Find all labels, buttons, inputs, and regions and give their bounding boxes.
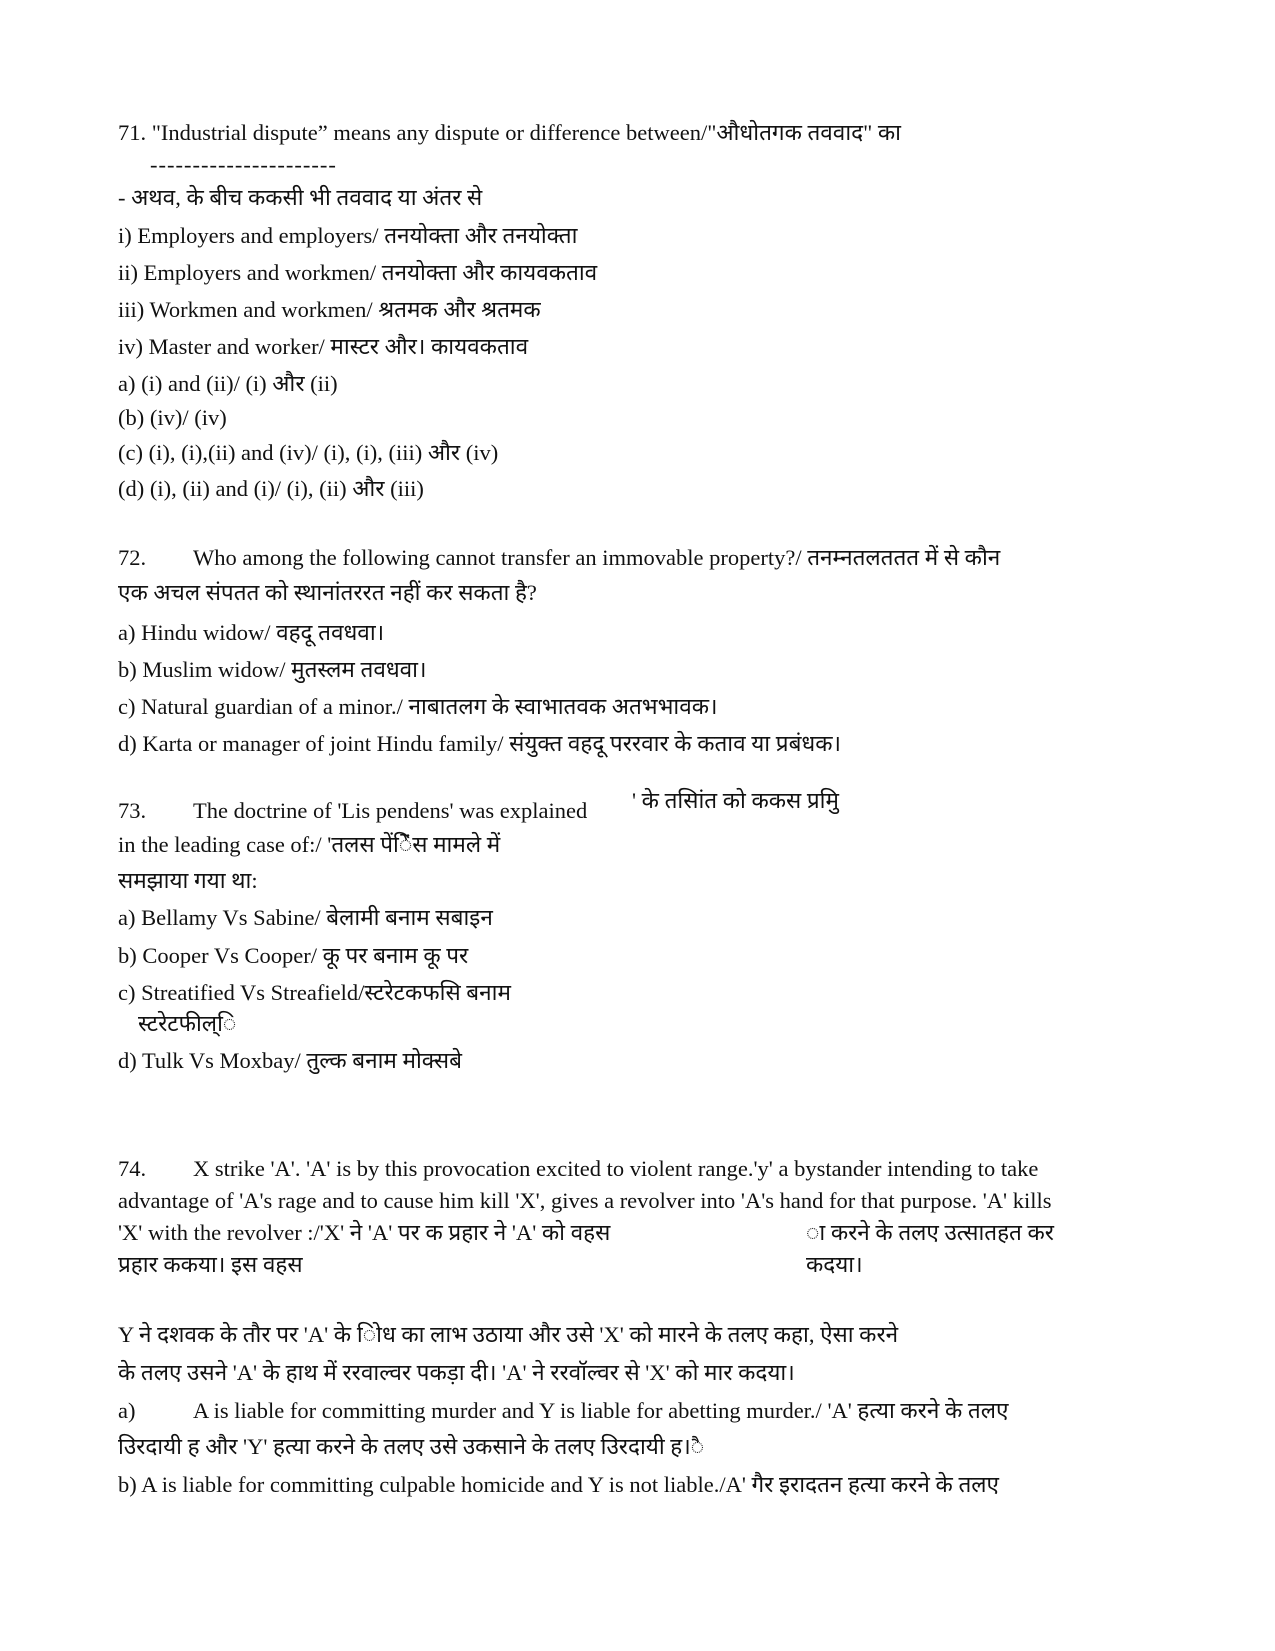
q73-option-d: d) Tulk Vs Moxbay/ तुल्क बनाम मोक्सबे [118, 1048, 462, 1073]
q73-option-c: c) Streatified Vs Streafield/स्टरेटकफसि बनाम [118, 980, 511, 1005]
q74-stem-4: प्रहार ककया। इस वहस [118, 1252, 303, 1277]
q74-option-a-label: a) [118, 1398, 136, 1423]
q71-stem: 71. "Industrial dispute” means any dispute or difference between/"औधोतगक तववाद" का [118, 120, 902, 145]
q74-option-b: b) A is liable for committing culpable homicide and Y is not liable./A' गैर इरादतन हत्या करने के तलए [118, 1472, 999, 1497]
q74-stem-3: 'X' with the revolver :/'X' ने 'A' पर क प्रहार ने 'A' को वहस [118, 1220, 611, 1245]
q71-stem-hindi: - अथव, के बीच ककसी भी तववाद या अंतर से [118, 185, 483, 210]
q72-option-a: a) Hindu widow/ वहदू तवधवा। [118, 620, 385, 645]
q74-option-a: A is liable for committing murder and Y is liable for abetting murder./ 'A' हत्या करने के तलए [193, 1398, 1009, 1423]
q74-hindi-1: Y ने दशवक के तौर पर 'A' के िोध का लाभ उठाया और उसे 'X' को मारने के तलए कहा, ऐसा करने [118, 1322, 899, 1347]
q72-option-c: c) Natural guardian of a minor./ नाबातलग के स्वाभातवक अतभभावक। [118, 694, 718, 719]
q72-stem-line [118, 543, 1000, 573]
q74-stem-3-right: ा करने के तलए उत्सातहत कर [806, 1220, 1054, 1245]
q73-stem-3: समझाया गया था: [118, 868, 258, 893]
q71-item-4: iv) Master and worker/ मास्टर और। कायवकताव [118, 334, 529, 359]
q74-option-a-cont: उिरदायी ह और 'Y' हत्या करने के तलए उसे उकसाने के तलए उिरदायी ह।ै [118, 1434, 705, 1459]
q71-option-c: (c) (i), (i),(ii) and (iv)/ (i), (i), (iii) और (iv) [118, 440, 499, 465]
q72-option-d: d) Karta or manager of joint Hindu family/ संयुक्त वहदू पररवार के कताव या प्रबंधक। [118, 731, 842, 756]
q74-number: 74. [118, 1156, 147, 1181]
q71-blank: ---------------------- [150, 152, 337, 177]
q73-stem-2: in the leading case of:/ 'तलस पेंिेंस मामले में [118, 832, 501, 857]
q71-option-b: (b) (iv)/ (iv) [118, 405, 227, 430]
q72-stem: Who among the following cannot transfer an immovable property?/ तनम्नतलततत में से कौन [193, 545, 1001, 570]
q74-option-a-line [118, 1396, 1008, 1426]
q74-stem-4-right: कदया। [806, 1252, 863, 1277]
q71-item-3: iii) Workmen and workmen/ श्रतमक और श्रतमक [118, 297, 541, 322]
q74-stem-2: advantage of 'A's rage and to cause him kill 'X', gives a revolver into 'A's hand for that purpose. 'A' kills [118, 1188, 1052, 1213]
q73-stem-right: ' के तसिांत को ककस प्रमुि [632, 788, 839, 813]
q74-hindi-2: के तलए उसने 'A' के हाथ में ररवाल्वर पकड़ा दी। 'A' ने ररवॉल्वर से 'X' को मार कदया। [118, 1360, 795, 1385]
q74-stem-1: X strike 'A'. 'A' is by this provocation excited to violent range.'y' a bystander intending to take [193, 1156, 1039, 1181]
q73-option-a: a) Bellamy Vs Sabine/ बेलामी बनाम सबाइन [118, 905, 493, 930]
q73-option-b: b) Cooper Vs Cooper/ कू पर बनाम कू पर [118, 943, 469, 968]
q72-number: 72. [118, 545, 147, 570]
q73-stem: The doctrine of 'Lis pendens' was explained [193, 798, 588, 823]
q71-item-1: i) Employers and employers/ तनयोक्ता और तनयोक्ता [118, 223, 578, 248]
q71-option-d: (d) (i), (ii) and (i)/ (i), (ii) और (iii) [118, 476, 424, 501]
q74-stem-line-1 [118, 1154, 1038, 1184]
q71-option-a: a) (i) and (ii)/ (i) और (ii) [118, 371, 338, 396]
q73-stem-line [118, 796, 587, 826]
q72-option-b: b) Muslim widow/ मुतस्लम तवधवा। [118, 657, 427, 682]
q73-option-c-cont: स्टरेटफील्ि [138, 1011, 237, 1036]
q71-item-2: ii) Employers and workmen/ तनयोक्ता और कायवकताव [118, 260, 598, 285]
q73-number: 73. [118, 798, 147, 823]
q72-stem-2: एक अचल संपतत को स्थानांतररत नहीं कर सकता है? [118, 580, 537, 605]
